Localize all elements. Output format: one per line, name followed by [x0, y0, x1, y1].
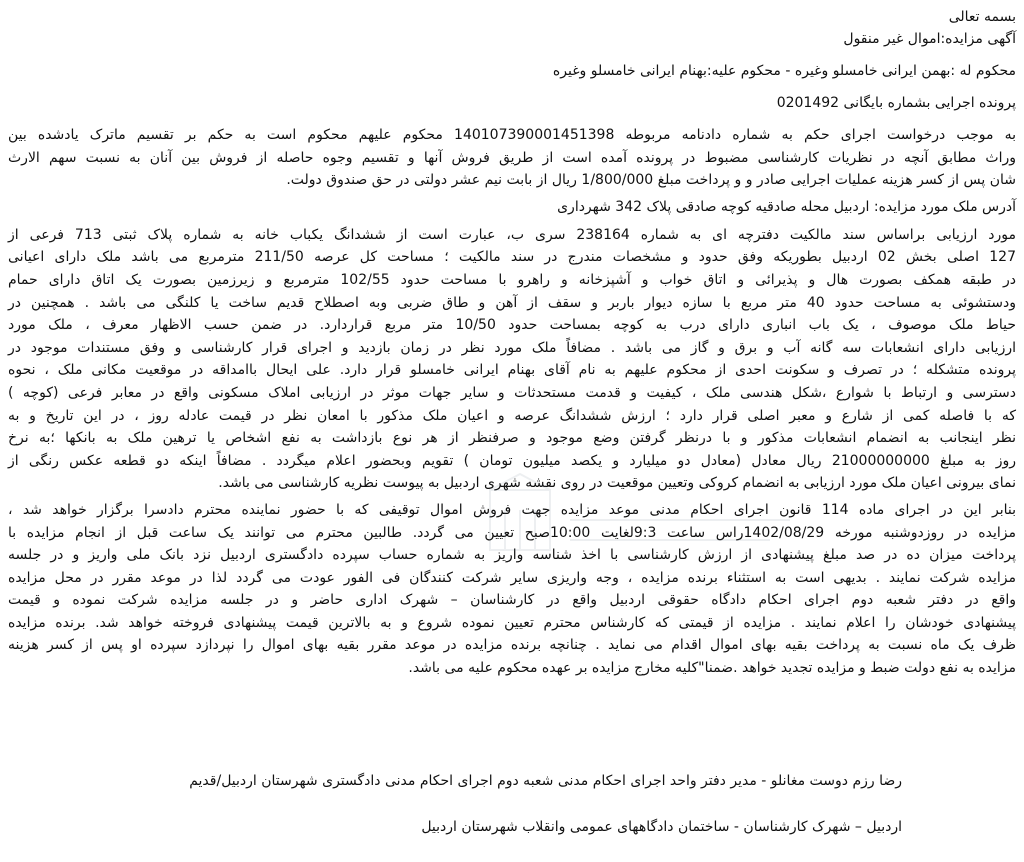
paragraph-line: به موجب درخواست اجرای حکم به شماره دادنامه مربوطه 140107390001451398 محکوم علیهم محکوم است به حکم بر تقسیم ماترک یادشده بین	[8, 127, 1016, 143]
appraisal-paragraph	[8, 224, 1016, 495]
property-address: آدرس ملک مورد مزایده: اردبیل محله صادقیه کوچه صادقی پلاک 342 شهرداری	[557, 198, 1016, 215]
paragraph-line: که با فاصله کمی از شارع و معبر اصلی قرار دارد ؛ ارزش ششدانگ عرصه و اعیان ملک مذکور با امعان نظر در قیمت عادله روز ، در این تاریخ و به	[8, 407, 1016, 424]
basmala-line: بسمه تعالی	[948, 9, 1016, 25]
auction-terms-paragraph	[8, 499, 1016, 680]
paragraph-line: ظرف یک ماه نسبت به پرداخت بقیه بهای اموال اقدام می نماید . چنانچه برنده مزایده در موعد مقرر بقیه بهای اموال را نپردازد سپرده او پس از کسر هزینه	[8, 637, 1016, 654]
paragraph-line: مزایده شرکت نمایند . بدیهی است به استثناء برنده مزایده ، وجه واریزی سایر شرکت کنندگان فی الفور عودت می گردد لذا در موعد مقرر در محل مزایده	[8, 569, 1016, 586]
notice-title: آگهی مزایده:اموال غیر منقول	[843, 31, 1016, 47]
case-number-line: پرونده اجرایی بشماره بایگانی 0201492	[776, 95, 1016, 111]
paragraph-line: مزایده در روزدوشنبه مورخه 1402/08/29راس ساعت 9:3لغایت 10:00صبح تعیین می گردد. طالبین محترم می توانند یک ساعت قبل از انجام مزایده با	[8, 524, 1016, 541]
paragraph-line: بنابر این در اجرای ماده 114 قانون اجرای احکام مدنی موعد مزایده جهت فروش اموال توقیفی که با حضور نماینده محترم دادسرا برگزار خواهد شد ،	[8, 501, 1016, 518]
parties-line: محکوم له :بهمن ایرانی خامسلو وغیره - محکوم علیه:بهنام ایرانی خامسلو وغیره	[552, 63, 1016, 79]
paragraph-line: واقع در دفتر شعبه دوم اجرای احکام دادگاه حقوقی اردبیل واقع در کارشناسان – شهرک اداری حاضر و در جلسه مزایده شرکت نموده و قیمت	[8, 592, 1016, 609]
paragraph-line: مورد ارزیابی براساس سند مالکیت دفترچه ای به شماره 238164 سری ب، عبارت است از ششدانگ یکباب خانه به شماره پلاک ثبتی 713 فرعی از	[8, 226, 1016, 243]
paragraph-line: روز به مبلغ 21000000000 ریال معادل (معادل دو میلیارد و یکصد میلیون تومان ) تقویم وبحضور اعلام میگردد . مضافاً اینکه دو قطعه عکس رنگی از	[8, 452, 1016, 469]
signatory-line: رضا رزم دوست مغانلو - مدیر دفتر واحد اجرای احکام مدنی شعبه دوم اجرای احکام مدنی دادگستری شهرستان اردبیل/قدیم	[189, 773, 902, 789]
paragraph-line: نظر اینجانب به انضمام انشعابات مذکور و با درنظر گرفتن وضع موجود و صرفنظر از هر نوع بازداشت به نفع اشخاص یا ترهین ملک به بانکها ؛به نرخ	[8, 430, 1016, 447]
verdict-paragraph	[8, 124, 1016, 192]
paragraph-line: پیشنهادی خودشان را اعلام نمایند . مزایده از قیمتی که کارشناس محترم تعیین نموده شروع و به بالاترین قیمت پیشنهادی فروخته خواهد شد. برنده مزایده	[8, 614, 1016, 631]
paragraph-line: ارزیابی دارای انشعابات سه گانه آب و برق و گاز می باشد . مضافاً ملک مورد نظر در زمان بازدید و اجرای قرار کارشناسی و وفق مستندات موجود در	[8, 339, 1016, 356]
paragraph-line: 127 اصلی بخش 02 اردبیل بطوریکه وفق حدود و مشخصات مندرج در سند مالکیت ؛ مساحت کل عرصه 211/50 مترمربع می باشد ملک دارای اعیانی	[8, 249, 1016, 266]
paragraph-line: مزایده به نفع دولت ضبط و مزایده تجدید خواهد .ضمنا"کلیه مخارج مزایده بر عهده محکوم علیه می باشد.	[408, 660, 1016, 677]
paragraph-line: وراث مطابق آنچه در نظریات کارشناسی مضبوط در پرونده آمده است از طریق فروش آنها و تقسیم وجوه حاصله از فروش بین آنان به نسبت سهم الارث	[8, 149, 1016, 166]
paragraph-line: نمای بیرونی اعیان ملک مورد ارزیابی به انضمام کروکی وتعیین موقعیت در روی نقشه شهری اردبیل به پیوست نظریه کارشناسی می باشد.	[218, 475, 1016, 492]
paragraph-line: شان پس از کسر هزینه عملیات اجرایی صادر و و پرداخت مبلغ 1/800/000 ریال از بابت نیم عشر دولتی در حق صندوق دولت.	[286, 172, 1016, 189]
paragraph-line: در طبقه همکف بصورت هال و پذیرائی و اتاق خواب و آشپزخانه و راهرو با مساحت حدود 102/55 مترمربع و زیرزمین بصورت یک اتاق دارای حمام	[8, 271, 1016, 288]
paragraph-line: پرداخت میزان ده در صد مبلغ پیشنهادی از ارزش کارشناسی با اخذ شناسه واریز به شماره حساب سپرده دادگستری اردبیل نزد بانک ملی واریز و در جلسه	[8, 547, 1016, 564]
paragraph-line: پرونده متشکله ؛ در تصرف و سکونت احدی از محکوم علیهم به نام آقای بهنام ایرانی خامسلو قرار دارد. علی ایحال باامداقه در موقعیت مکانی ملک ، نحوه	[8, 362, 1016, 379]
paragraph-line: حیاط ملک موصوف ، یک باب انباری دارای درب به کوچه بمساحت حدود 10/50 متر مربع قراردارد. در ضمن حسب الاظهار معرف ، ملک مورد	[8, 317, 1016, 334]
paragraph-line: دسترسی و ارتباط با شوارع ،شکل هندسی ملک ، کیفیت و قدمت مستحدثات و سایر جهات موثر در ارزیابی املاک مسکونی واقع در معابر فرعی (کوچه )	[8, 384, 1016, 401]
office-address-line: اردبیل – شهرک کارشناسان - ساختمان دادگاههای عمومی وانقلاب شهرستان اردبیل	[421, 819, 902, 835]
paragraph-line: ودستشوئی به مساحت حدود 40 متر مربع با سازه دیوار باربر و سقف از آهن و طاق ضربی وبه اصطلاح قدیم ساخت یا کلنگی می باشد . همچنین در	[8, 294, 1017, 311]
signature-block	[189, 770, 902, 862]
